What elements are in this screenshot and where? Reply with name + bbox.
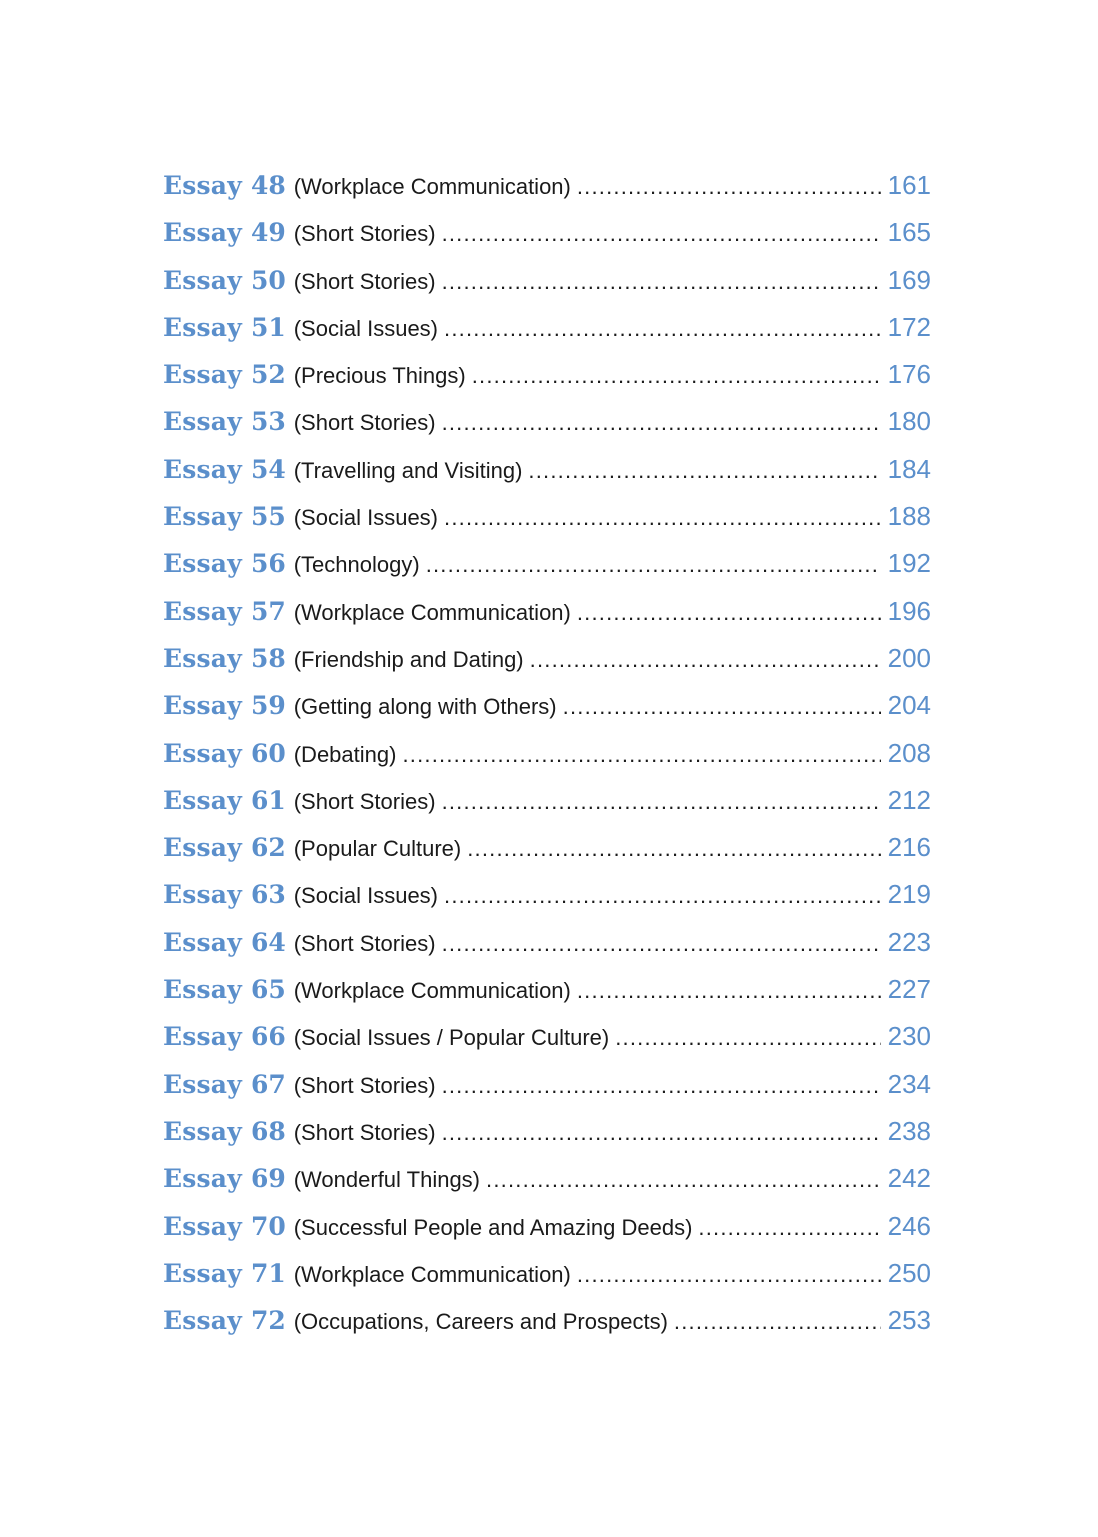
toc-entry[interactable]	[163, 974, 931, 1021]
page-number: 223	[887, 926, 931, 957]
dot-leader	[444, 316, 881, 342]
essay-topic: (Debating)	[293, 741, 397, 767]
toc-entry[interactable]	[163, 1163, 931, 1210]
toc-entry[interactable]	[163, 501, 931, 548]
essay-number: 68	[250, 1116, 286, 1146]
essay-topic: (Short Stories)	[293, 788, 436, 814]
essay-number: 70	[250, 1211, 286, 1241]
essay-label: Essay	[163, 454, 242, 484]
dot-leader	[486, 1167, 881, 1193]
essay-number: 54	[250, 454, 286, 484]
essay-number: 64	[250, 927, 286, 957]
toc-entry[interactable]	[163, 785, 931, 832]
essay-topic: (Short Stories)	[293, 930, 436, 956]
essay-label: Essay	[163, 785, 242, 815]
dot-leader	[442, 931, 881, 957]
essay-number: 63	[250, 880, 286, 910]
essay-number: 60	[250, 738, 286, 768]
essay-label: Essay	[163, 1164, 242, 1194]
page-number: 234	[887, 1068, 931, 1099]
essay-topic: (Social Issues)	[293, 883, 439, 909]
essay-topic: (Wonderful Things)	[293, 1167, 481, 1193]
dot-leader	[442, 221, 881, 247]
essay-label: Essay	[163, 218, 242, 248]
dot-leader	[402, 742, 881, 768]
essay-label: Essay	[163, 643, 242, 673]
toc-entry[interactable]	[163, 312, 931, 359]
essay-number: 72	[250, 1306, 286, 1336]
essay-label: Essay	[163, 407, 242, 437]
essay-number: 67	[250, 1069, 286, 1099]
page-number: 188	[887, 501, 931, 532]
page-number: 192	[887, 548, 931, 579]
toc-entry[interactable]	[163, 596, 931, 643]
essay-topic: (Workplace Communication)	[293, 599, 571, 625]
toc-entry[interactable]	[163, 406, 931, 453]
essay-topic: (Getting along with Others)	[293, 694, 557, 720]
essay-number: 71	[250, 1258, 286, 1288]
toc-entry[interactable]	[163, 643, 931, 690]
dot-leader	[467, 836, 881, 862]
toc-entry[interactable]	[163, 548, 931, 595]
essay-number: 57	[250, 596, 286, 626]
essay-number: 66	[250, 1022, 286, 1052]
table-of-contents	[163, 170, 931, 1352]
dot-leader	[563, 694, 881, 720]
essay-number: 69	[250, 1164, 286, 1194]
dot-leader	[577, 978, 881, 1004]
essay-label: Essay	[163, 265, 242, 295]
page-number: 180	[887, 406, 931, 437]
dot-leader	[442, 410, 881, 436]
toc-entry[interactable]	[163, 1258, 931, 1305]
page-number: 200	[887, 642, 931, 673]
essay-topic: (Workplace Communication)	[293, 1261, 571, 1287]
toc-entry[interactable]	[163, 265, 931, 312]
dot-leader	[528, 458, 881, 484]
page-number: 219	[887, 879, 931, 910]
toc-entry[interactable]	[163, 879, 931, 926]
essay-number: 61	[250, 785, 286, 815]
essay-topic: (Short Stories)	[293, 410, 436, 436]
essay-topic: (Friendship and Dating)	[293, 646, 524, 672]
essay-number: 55	[250, 502, 286, 532]
essay-topic: (Occupations, Careers and Prospects)	[293, 1309, 668, 1335]
toc-entry[interactable]	[163, 927, 931, 974]
dot-leader	[615, 1025, 881, 1051]
essay-topic: (Popular Culture)	[293, 836, 462, 862]
essay-topic: (Social Issues / Popular Culture)	[293, 1025, 610, 1051]
essay-topic: (Social Issues)	[293, 505, 439, 531]
essay-number: 52	[250, 360, 286, 390]
essay-label: Essay	[163, 171, 242, 200]
dot-leader	[442, 1120, 881, 1146]
toc-entry[interactable]	[163, 359, 931, 406]
toc-entry[interactable]	[163, 1305, 931, 1352]
essay-label: Essay	[163, 691, 242, 721]
toc-entry[interactable]	[163, 1069, 931, 1116]
dot-leader	[577, 174, 881, 200]
page-number: 227	[887, 974, 931, 1005]
essay-number: 53	[250, 407, 286, 437]
page-number: 172	[887, 311, 931, 342]
page-number: 184	[887, 453, 931, 484]
dot-leader	[426, 552, 881, 578]
essay-label: Essay	[163, 880, 242, 910]
essay-label: Essay	[163, 596, 242, 626]
dot-leader	[577, 600, 881, 626]
essay-number: 58	[250, 643, 286, 673]
essay-number: 48	[250, 171, 286, 200]
essay-number: 49	[250, 218, 286, 248]
page-number: 238	[887, 1115, 931, 1146]
essay-topic: (Short Stories)	[293, 221, 436, 247]
dot-leader	[442, 1073, 881, 1099]
essay-label: Essay	[163, 927, 242, 957]
essay-label: Essay	[163, 1022, 242, 1052]
page-number: 176	[887, 359, 931, 390]
toc-entry[interactable]	[163, 1116, 931, 1163]
dot-leader	[442, 269, 881, 295]
page-number: 212	[887, 784, 931, 815]
toc-entry[interactable]	[163, 217, 931, 264]
essay-label: Essay	[163, 833, 242, 863]
essay-label: Essay	[163, 1306, 242, 1336]
essay-label: Essay	[163, 1258, 242, 1288]
page-number: 250	[887, 1257, 931, 1288]
dot-leader	[530, 647, 881, 673]
page-number: 208	[887, 737, 931, 768]
toc-entry[interactable]	[163, 738, 931, 785]
essay-topic: (Social Issues)	[293, 315, 439, 341]
page-number: 165	[887, 217, 931, 248]
essay-topic: (Short Stories)	[293, 1119, 436, 1145]
dot-leader	[442, 789, 881, 815]
essay-number: 59	[250, 691, 286, 721]
toc-entry[interactable]	[163, 1021, 931, 1068]
essay-number: 65	[250, 975, 286, 1005]
essay-label: Essay	[163, 1211, 242, 1241]
essay-number: 50	[250, 265, 286, 295]
essay-label: Essay	[163, 1116, 242, 1146]
page-number: 242	[887, 1163, 931, 1194]
essay-topic: (Successful People and Amazing Deeds)	[293, 1214, 693, 1240]
dot-leader	[577, 1262, 881, 1288]
essay-topic: (Precious Things)	[293, 363, 466, 389]
page-number: 253	[887, 1305, 931, 1336]
toc-entry[interactable]	[163, 454, 931, 501]
essay-label: Essay	[163, 360, 242, 390]
toc-entry[interactable]	[163, 170, 931, 217]
page-number: 230	[887, 1021, 931, 1052]
page-number: 246	[887, 1210, 931, 1241]
page-number: 196	[887, 595, 931, 626]
toc-entry[interactable]	[163, 1211, 931, 1258]
essay-topic: (Short Stories)	[293, 1072, 436, 1098]
essay-topic: (Workplace Communication)	[293, 174, 571, 199]
essay-label: Essay	[163, 502, 242, 532]
page-number: 216	[887, 832, 931, 863]
essay-topic: (Workplace Communication)	[293, 978, 571, 1004]
essay-label: Essay	[163, 1069, 242, 1099]
essay-topic: (Travelling and Visiting)	[293, 457, 523, 483]
dot-leader	[674, 1309, 881, 1335]
dot-leader	[444, 883, 881, 909]
essay-label: Essay	[163, 549, 242, 579]
essay-number: 62	[250, 833, 286, 863]
page-number: 204	[887, 690, 931, 721]
dot-leader	[698, 1215, 881, 1241]
essay-number: 56	[250, 549, 286, 579]
essay-topic: (Technology)	[293, 552, 420, 578]
toc-entry[interactable]	[163, 832, 931, 879]
dot-leader	[472, 363, 881, 389]
essay-label: Essay	[163, 738, 242, 768]
essay-label: Essay	[163, 975, 242, 1005]
essay-topic: (Short Stories)	[293, 268, 436, 294]
page-number: 161	[887, 170, 931, 200]
dot-leader	[444, 505, 881, 531]
page-number: 169	[887, 264, 931, 295]
essay-number: 51	[250, 312, 286, 342]
essay-label: Essay	[163, 312, 242, 342]
toc-entry[interactable]	[163, 690, 931, 737]
